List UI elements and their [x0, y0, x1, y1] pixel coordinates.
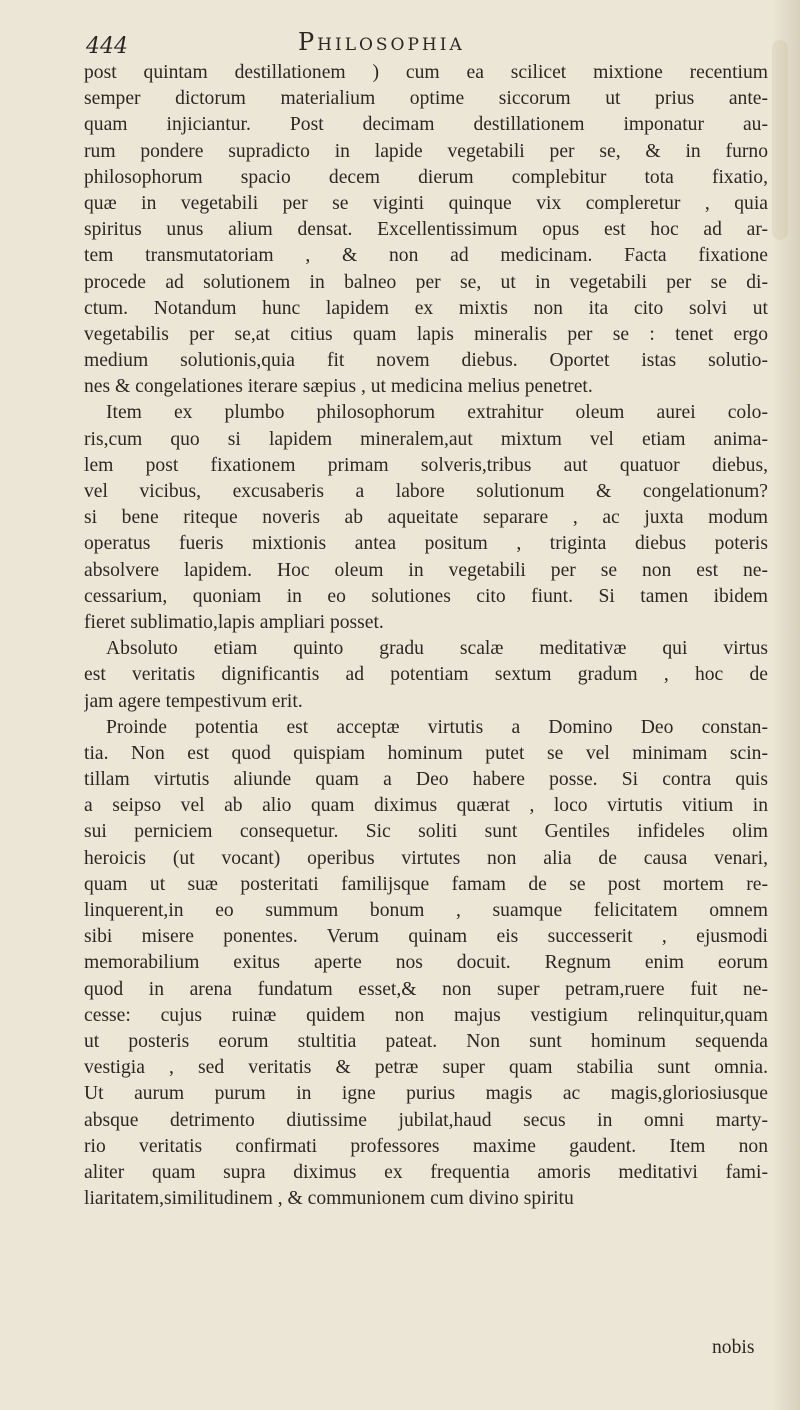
text-line: linquerent,in eo summum bonum , suamque felicitatem omnem	[84, 900, 768, 921]
catchword: nobis	[712, 1337, 755, 1358]
text-line: si bene riteque noveris ab aqueitate separare , ac juxta modum	[84, 507, 768, 529]
text-line: tem transmutatoriam , & non ad medicinam. Facta fixatione	[84, 245, 768, 267]
text-line: cesse: cujus ruinæ quidem non majus vestigium relinquitur,quam	[84, 1004, 768, 1026]
text-line: vegetabilis per se,at citius quam lapis mineralis per se : tenet ergo	[84, 323, 768, 345]
text-line: semper dictorum materialium optime siccorum ut prius ante-	[84, 88, 768, 110]
text-line: absolvere lapidem. Hoc oleum in vegetabili per se non est ne-	[84, 559, 768, 581]
text-line: rio veritatis confirmati professores maxime gaudent. Item non	[84, 1135, 768, 1157]
text-line: spiritus unus alium densat. Excellentissimum opus est hoc ad ar-	[84, 219, 768, 241]
text-line: tillam virtutis aliunde quam a Deo habere posse. Si contra quis	[84, 769, 768, 791]
text-line: tia. Non est quod quispiam hominum putet se vel minimam scin-	[84, 742, 768, 764]
text-line: Absoluto etiam quinto gradu scalæ meditativæ qui virtus	[106, 638, 768, 660]
running-head: Philosophia	[298, 28, 465, 56]
text-line: Ut aurum purum in igne purius magis ac magis,gloriosiusque	[84, 1083, 768, 1105]
text-line: post quintam destillationem ) cum ea scilicet mixtione recentium	[84, 62, 768, 83]
text-line: memorabilium exitus aperte nos docuit. Regnum enim eorum	[84, 952, 768, 974]
text-line: quam ut suæ posteritati familijsque famam de se post mortem re-	[84, 873, 768, 895]
text-line: fieret sublimatio,lapis ampliari posset.	[84, 611, 384, 633]
text-line: ctum. Notandum hunc lapidem ex mixtis non ita cito solvi ut	[84, 297, 768, 319]
text-line: ris,cum quo si lapidem mineralem,aut mixtum vel etiam anima-	[84, 428, 768, 450]
text-line: lem post fixationem primam solveris,tribus aut quatuor diebus,	[84, 454, 768, 476]
text-line: a seipso vel ab alio quam diximus quærat , loco virtutis vitium in	[84, 795, 768, 817]
text-line: operatus fueris mixtionis antea positum , triginta diebus poteris	[84, 533, 768, 555]
text-line: sibi misere ponentes. Verum quinam eis successerit , ejusmodi	[84, 926, 768, 948]
text-line: Proinde potentia est acceptæ virtutis a Domino Deo constan-	[106, 716, 768, 738]
text-line: medium solutionis,quia fit novem diebus. Oportet istas solutio-	[84, 350, 768, 372]
body-text	[84, 60, 768, 1212]
text-line: vel vicibus, excusaberis a labore solutionum & congelationum?	[84, 481, 768, 502]
text-line: aliter quam supra diximus ex frequentia amoris meditativi fami-	[84, 1161, 768, 1183]
text-line: liaritatem,similitudinem , & communionem cum divino spiritu	[84, 1188, 574, 1210]
text-line: Item ex plumbo philosophorum extrahitur oleum aurei colo-	[106, 402, 768, 424]
text-line: nes & congelationes iterare sæpius , ut medicina melius penetret.	[84, 376, 593, 398]
text-line: philosophorum spacio decem dierum complebitur tota fixatio,	[84, 166, 768, 188]
text-line: heroicis (ut vocant) operibus virtutes non alia de causa venari,	[84, 847, 768, 869]
text-line: quod in arena fundatum esset,& non super petram,ruere fuit ne-	[84, 978, 768, 1000]
page-number: 444	[86, 34, 128, 59]
page-header	[86, 22, 706, 62]
text-line: quæ in vegetabili per se viginti quinque vix compleretur , quia	[84, 192, 768, 214]
text-line: sui perniciem consequetur. Sic soliti sunt Gentiles infideles olim	[84, 821, 768, 843]
text-line: cessarium, quoniam in eo solutiones cito fiunt. Si tamen ibidem	[84, 585, 768, 607]
text-line: absque detrimento diutissime jubilat,haud secus in omni marty-	[84, 1109, 768, 1131]
text-line: vestigia , sed veritatis & petræ super quam stabilia sunt omnia.	[84, 1057, 768, 1079]
text-line: procede ad solutionem in balneo per se, ut in vegetabili per se di-	[84, 271, 768, 293]
text-line: jam agere tempestivum erit.	[84, 690, 303, 712]
text-line: rum pondere supradicto in lapide vegetabili per se, & in furno	[84, 140, 768, 162]
text-line: est veritatis dignificantis ad potentiam sextum gradum , hoc de	[84, 664, 768, 686]
text-line: ut posteris eorum stultitia pateat. Non sunt hominum sequenda	[84, 1030, 768, 1052]
paper-stain	[772, 40, 788, 240]
text-line: quam injiciantur. Post decimam destillationem imponatur au-	[84, 114, 768, 136]
